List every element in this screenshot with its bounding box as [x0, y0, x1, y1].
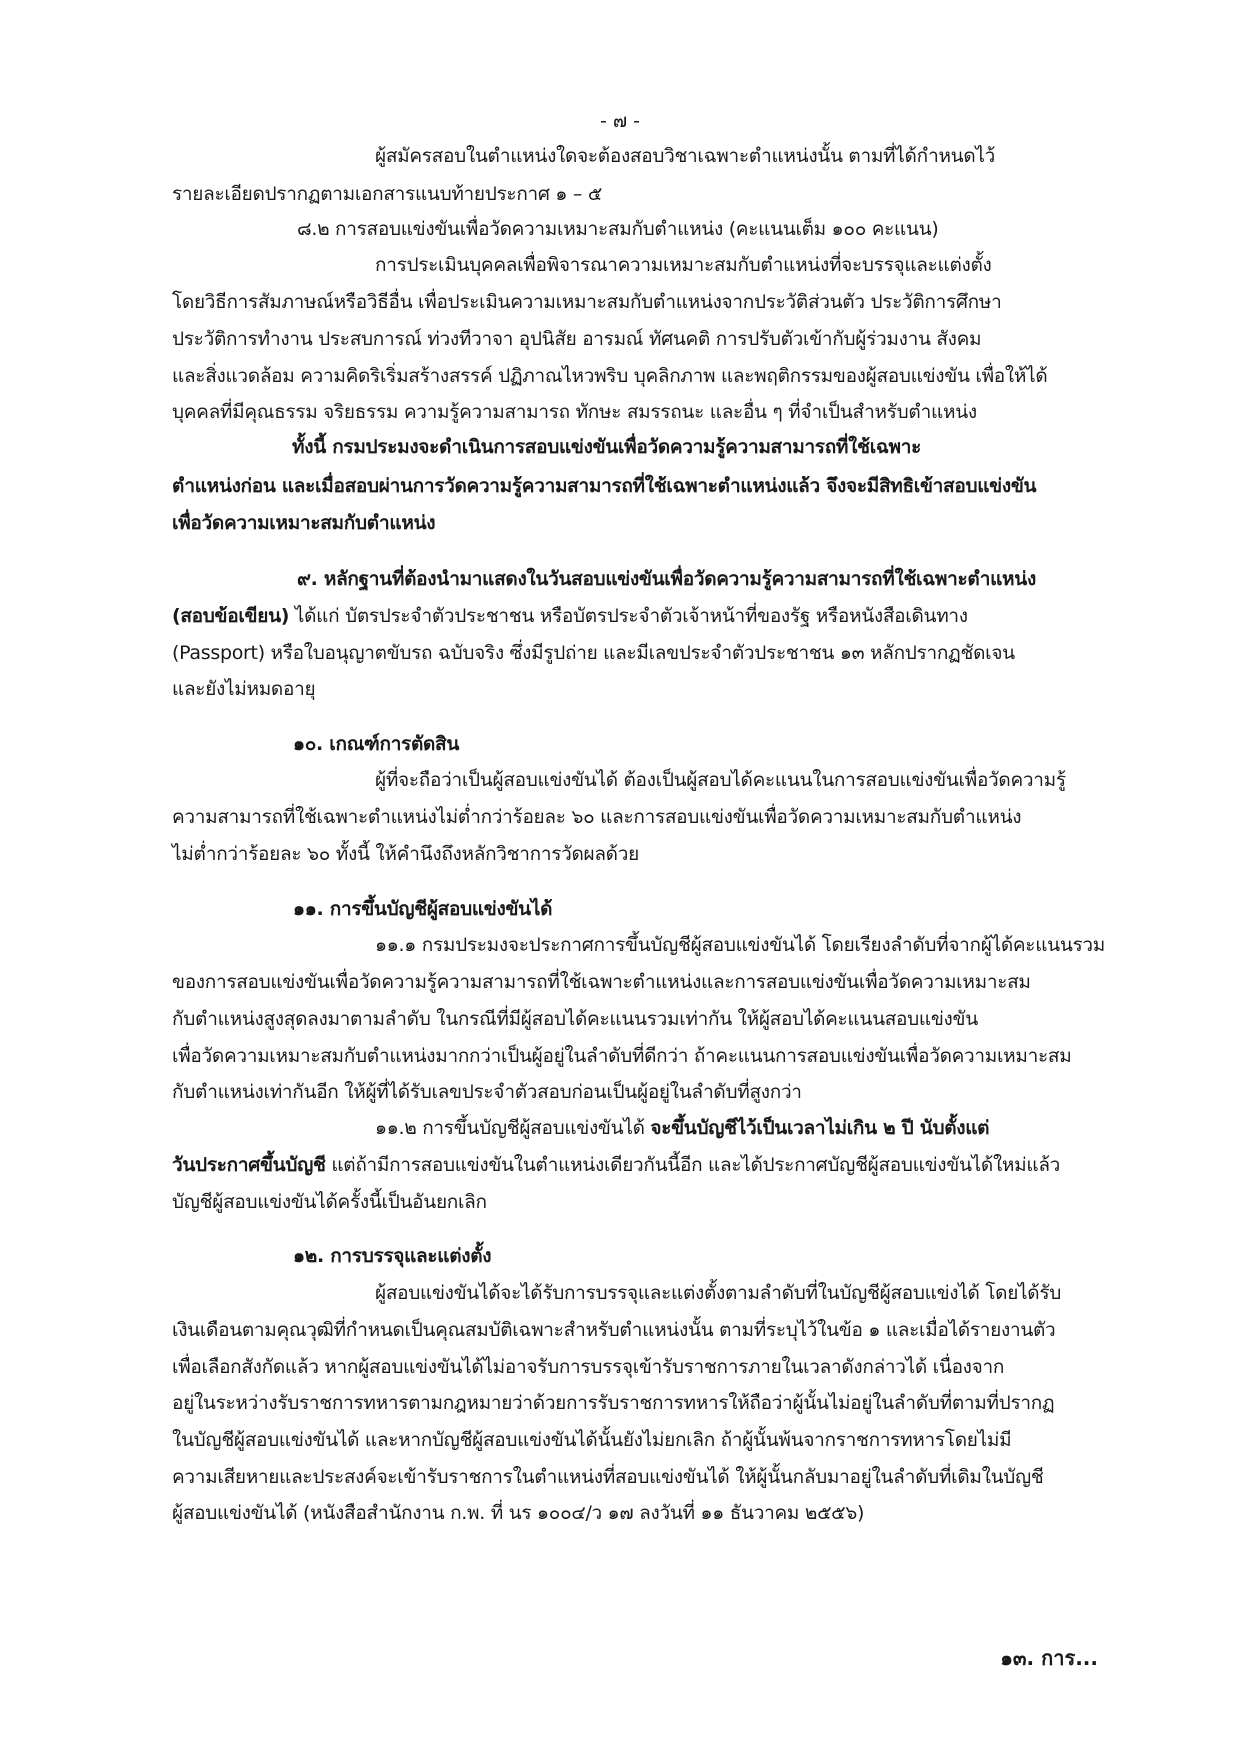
text-line: ผู้สอบแข่งขันได้จะได้รับการบรรจุและแต่งตั้งตามลำดับที่ในบัญชีผู้สอบแข่งได้ โดยได้รับ — [375, 1282, 1061, 1304]
section-heading-12: ๑๒. การบรรจุและแต่งตั้ง — [293, 1245, 492, 1267]
text-line: เพื่อเลือกสังกัดแล้ว หากผู้สอบแข่งขันได้ไม่อาจรับการบรรจุเข้ารับราชการภายในเวลาดังกล่าวได้ เนื่องจาก — [172, 1356, 1005, 1378]
text-line: (Passport) หรือใบอนุญาตขับรถ ฉบับจริง ซึ่งมีรูปถ่าย และมีเลขประจำตัวประชาชน ๑๓ หลักปรากฏชัดเจน — [172, 642, 1015, 664]
text-line: อยู่ในระหว่างรับราชการทหารตามกฎหมายว่าด้วยการรับราชการทหารให้ถือว่าผู้นั้นไม่อยู่ในลำดับที่ตามที่ปรากฏ — [172, 1392, 1055, 1414]
continuation-footer: ๑๓. การ... — [1000, 1646, 1098, 1670]
text-line: บุคคลที่มีคุณธรรม จริยธรรม ความรู้ความสามารถ ทักษะ สมรรถนะ และอื่น ๆ ที่จำเป็นสำหรับตำแหน่ง — [172, 401, 977, 423]
text-line: ผู้ที่จะถือว่าเป็นผู้สอบแข่งขันได้ ต้องเป็นผู้สอบได้คะแนนในการสอบแข่งขันเพื่อวัดความรู้ — [375, 769, 1066, 791]
text-line: เพื่อวัดความเหมาะสมกับตำแหน่งมากกว่าเป็นผู้อยู่ในลำดับที่ดีกว่า ถ้าคะแนนการสอบแข่งขันเพื่อวัดความเหมาะสม — [172, 1045, 1072, 1067]
text-line: เงินเดือนตามคุณวุฒิที่กำหนดเป็นคุณสมบัติเฉพาะสำหรับตำแหน่งนั้น ตามที่ระบุไว้ในข้อ ๑ และเมื่อได้รายงานตัว — [172, 1319, 1056, 1341]
text-line: ไม่ต่ำกว่าร้อยละ ๖๐ ทั้งนี้ ให้คำนึงถึงหลักวิชาการวัดผลด้วย — [172, 843, 639, 865]
section-heading-10: ๑๐. เกณฑ์การตัดสิน — [293, 733, 460, 755]
text-line — [172, 603, 968, 629]
text-line: ของการสอบแข่งขันเพื่อวัดความรู้ความสามารถที่ใช้เฉพาะตำแหน่งและการสอบแข่งขันเพื่อวัดความเหมาะสม — [172, 971, 1031, 993]
text-line: ประวัติการทำงาน ประสบการณ์ ท่วงทีวาจา อุปนิสัย อารมณ์ ทัศนคติ การปรับตัวเข้ากับผู้ร่วมงาน สังคม — [172, 328, 982, 350]
text-line-bold: ตำแหน่งก่อน และเมื่อสอบผ่านการวัดความรู้ความสามารถที่ใช้เฉพาะตำแหน่งแล้ว จึงจะมีสิทธิเข้าสอบแข่งขัน — [172, 475, 1037, 497]
text-line: ความสามารถที่ใช้เฉพาะตำแหน่งไม่ต่ำกว่าร้อยละ ๖๐ และการสอบแข่งขันเพื่อวัดความเหมาะสมกับตำแหน่ง — [172, 806, 1022, 828]
text-line: และสิ่งแวดล้อม ความคิดริเริ่มสร้างสรรค์ ปฏิภาณไหวพริบ บุคลิกภาพ และพฤติกรรมของผู้สอบแข่งขัน เพื่อให้ได้ — [172, 365, 1048, 387]
text-line — [375, 1115, 989, 1141]
section-heading-11: ๑๑. การขึ้นบัญชีผู้สอบแข่งขันได้ — [293, 898, 553, 920]
bold-span: จะขึ้นบัญชีไว้เป็นเวลาไม่เกิน ๒ ปี นับตั้งแต่ — [650, 1117, 990, 1139]
bold-span: วันประกาศขึ้นบัญชี — [172, 1154, 326, 1176]
text-line: กับตำแหน่งเท่ากันอีก ให้ผู้ที่ได้รับเลขประจำตัวสอบก่อนเป็นผู้อยู่ในลำดับที่สูงกว่า — [172, 1081, 802, 1103]
text-line: ๑๑.๑ กรมประมงจะประกาศการขึ้นบัญชีผู้สอบแข่งขันได้ โดยเรียงลำดับที่จากผู้ได้คะแนนรวม — [375, 934, 1106, 956]
bold-span: (สอบข้อเขียน) — [172, 605, 290, 627]
text-line: การประเมินบุคคลเพื่อพิจารณาความเหมาะสมกับตำแหน่งที่จะบรรจุและแต่งตั้ง — [375, 254, 992, 276]
text-span: แต่ถ้ามีการสอบแข่งขันในตำแหน่งเดียวกันนี้อีก และได้ประกาศบัญชีผู้สอบแข่งขันได้ใหม่แล้ว — [325, 1154, 1061, 1176]
section-heading-9: ๙. หลักฐานที่ต้องนำมาแสดงในวันสอบแข่งขันเพื่อวัดความรู้ความสามารถที่ใช้เฉพาะตำแหน่ง — [297, 568, 1036, 590]
text-line: ผู้สมัครสอบในตำแหน่งใดจะต้องสอบวิชาเฉพาะตำแหน่งนั้น ตามที่ได้กำหนดไว้ — [375, 145, 996, 167]
text-line: บัญชีผู้สอบแข่งขันได้ครั้งนี้เป็นอันยกเลิก — [172, 1191, 487, 1213]
text-line: โดยวิธีการสัมภาษณ์หรือวิธีอื่น เพื่อประเมินความเหมาะสมกับตำแหน่งจากประวัติส่วนตัว ประวัติการศึกษา — [172, 291, 1002, 313]
text-line: กับตำแหน่งสูงสุดลงมาตามลำดับ ในกรณีที่มีผู้สอบได้คะแนนรวมเท่ากัน ให้ผู้สอบได้คะแนนสอบแข่งขัน — [172, 1008, 978, 1030]
page-number: - ๗ - — [599, 110, 641, 132]
text-line: และยังไม่หมดอายุ — [172, 678, 316, 700]
text-line-bold: เพื่อวัดความเหมาะสมกับตำแหน่ง — [172, 512, 436, 534]
text-line: ในบัญชีผู้สอบแข่งขันได้ และหากบัญชีผู้สอบแข่งขันได้นั้นยังไม่ยกเลิก ถ้าผู้นั้นพ้นจากราชการทหารโดยไม่มี — [172, 1429, 1012, 1451]
text-span: ได้แก่ บัตรประจำตัวประชาชน หรือบัตรประจำตัวเจ้าหน้าที่ของรัฐ หรือหนังสือเดินทาง — [289, 605, 968, 627]
text-line — [172, 1152, 1060, 1178]
text-span: ๑๑.๒ การขึ้นบัญชีผู้สอบแข่งขันได้ — [375, 1117, 651, 1139]
text-line: ความเสียหายและประสงค์จะเข้ารับราชการในตำแหน่งที่สอบแข่งขันได้ ให้ผู้นั้นกลับมาอยู่ในลำดับที่เดิมในบัญชี — [172, 1466, 1044, 1488]
text-line-bold: ทั้งนี้ กรมประมงจะดำเนินการสอบแข่งขันเพื่อวัดความรู้ความสามารถที่ใช้เฉพาะ — [292, 436, 922, 458]
text-line: รายละเอียดปรากฏตามเอกสารแนบท้ายประกาศ ๑ – ๕ — [172, 183, 602, 205]
section-heading-8-2: ๘.๒ การสอบแข่งขันเพื่อวัดความเหมาะสมกับตำแหน่ง (คะแนนเต็ม ๑๐๐ คะแนน) — [297, 218, 939, 240]
text-line: ผู้สอบแข่งขันได้ (หนังสือสำนักงาน ก.พ. ที่ นร ๑๐๐๔/ว ๑๗ ลงวันที่ ๑๑ ธันวาคม ๒๕๕๖) — [172, 1502, 865, 1524]
